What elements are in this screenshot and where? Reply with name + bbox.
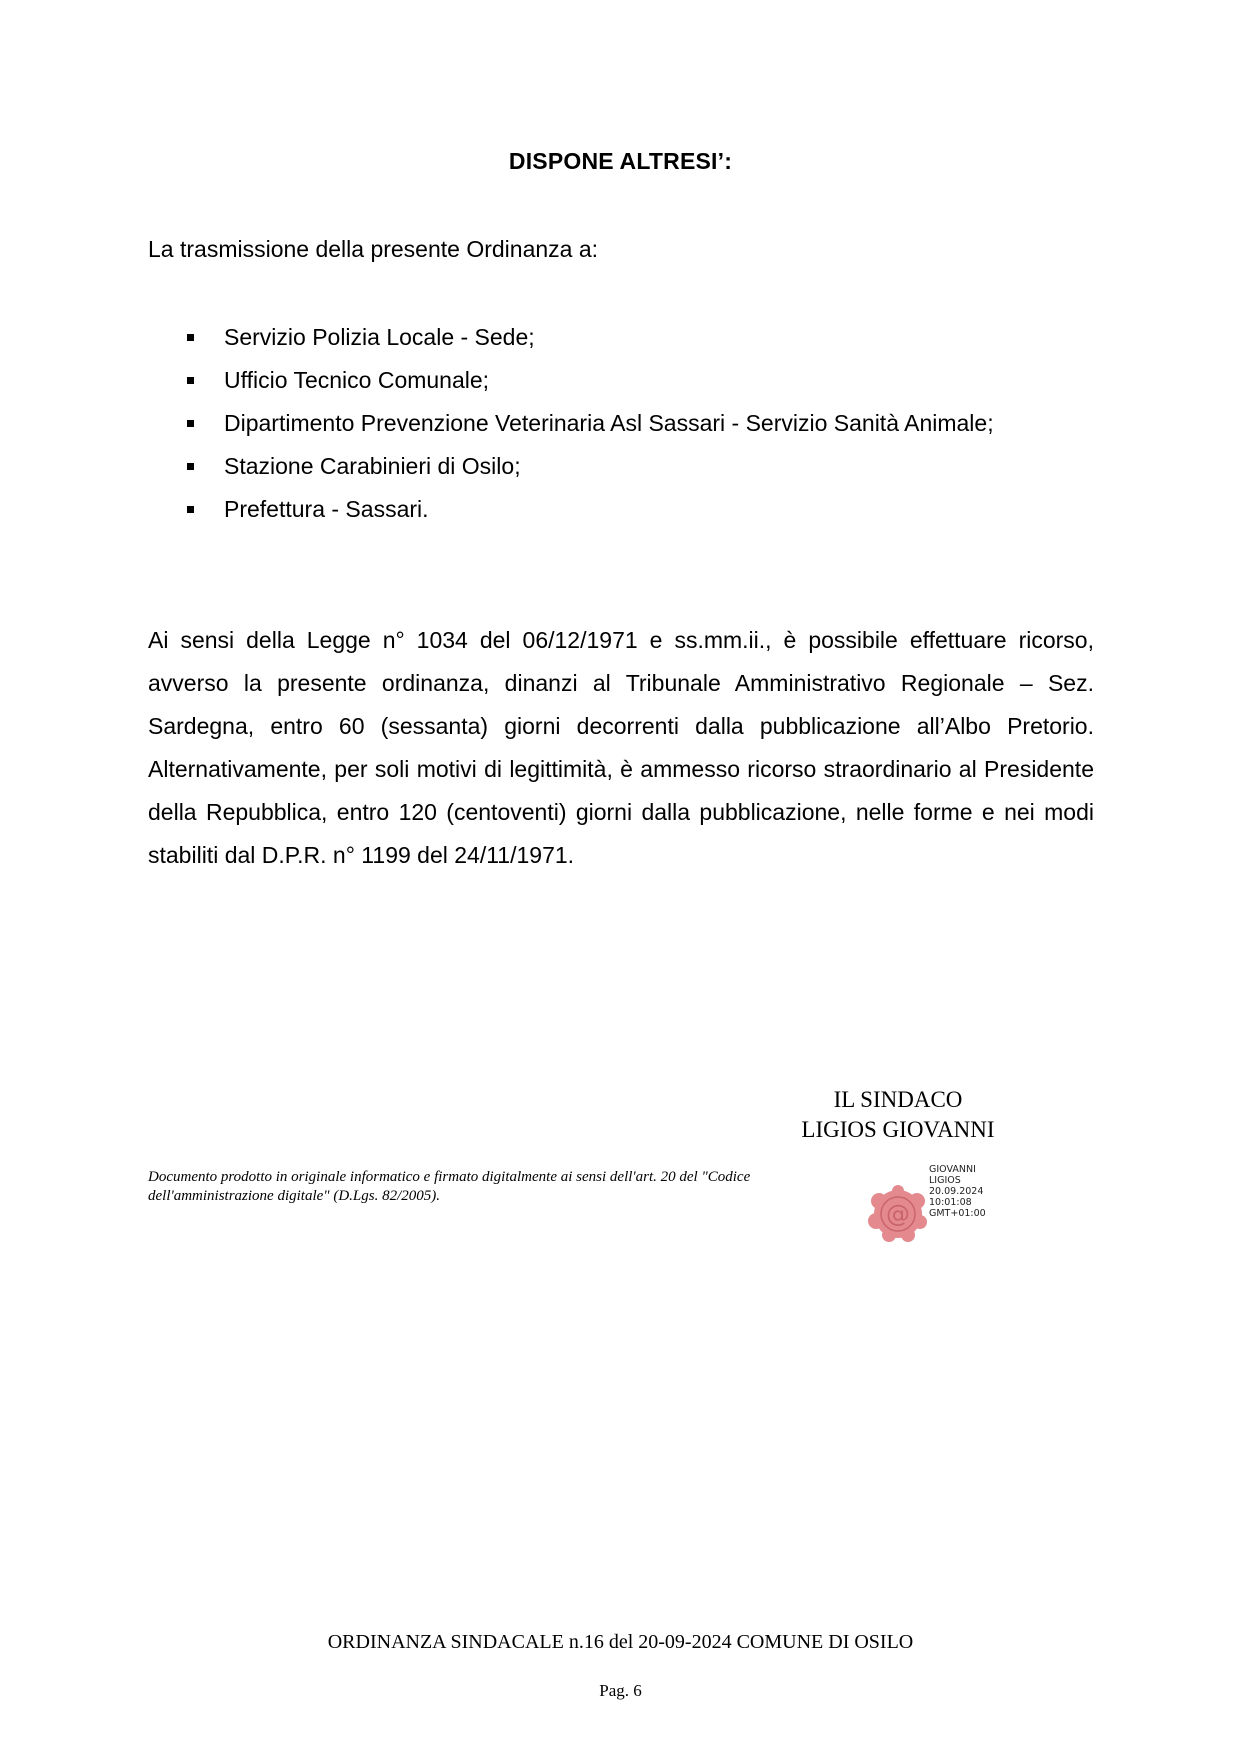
digital-signature-note: Documento prodotto in originale informatico e firmato digitalmente ai sensi dell'art. 20 del "Codice dell'amministrazione digitale" (D.Lgs. 82/2005).: [148, 1169, 751, 1204]
section-heading: DISPONE ALTRESI’:: [508, 148, 733, 174]
recipient-label: Dipartimento Prevenzione Veterinaria Asl Sassari - Servizio Sanità Animale;: [224, 410, 994, 436]
list-item: [148, 445, 994, 488]
square-bullet-icon: [187, 463, 194, 470]
seal-details: [929, 1164, 986, 1219]
seal-line: GIOVANNI: [929, 1164, 976, 1175]
list-item: [148, 316, 994, 359]
page-number: Pag. 6: [599, 1681, 642, 1700]
wax-seal-at-icon: [867, 1185, 929, 1243]
appeal-paragraph: Ai sensi della Legge n° 1034 del 06/12/1971 e ss.mm.ii., è possibile effettuare ricorso, avverso la presente ordinanza, dinanzi al Tribunale Amministrativo Regionale – Sez. Sardegna, entro 60 (sessanta) giorni decorrenti dalla pubblicazione all’Albo Pretorio. Alternativamente, per soli motivi di legittimità, è ammesso ricorso straordinario al Presidente della Repubblica, entro 120 (centoventi) giorni dalla pubblicazione, nelle forme e nei modi stabiliti dal D.P.R. n° 1199 del 24/11/1971.: [148, 627, 1094, 868]
list-item: [148, 359, 994, 402]
recipient-label: Ufficio Tecnico Comunale;: [224, 367, 490, 393]
seal-line: LIGIOS: [929, 1175, 961, 1186]
svg-text:@: @: [886, 1200, 910, 1228]
square-bullet-icon: [187, 420, 194, 427]
seal-line: GMT+01:00: [929, 1208, 986, 1219]
recipient-label: Servizio Polizia Locale - Sede;: [224, 324, 535, 350]
signatory-name: LIGIOS GIOVANNI: [801, 1117, 995, 1142]
signature-block: [728, 1085, 1068, 1145]
list-item: [148, 402, 994, 445]
footer-title: ORDINANZA SINDACALE n.16 del 20-09-2024 COMUNE DI OSILO: [327, 1631, 914, 1653]
list-item: [148, 488, 994, 531]
seal-line: 20.09.2024: [929, 1186, 984, 1197]
recipient-list: [148, 316, 994, 531]
square-bullet-icon: [187, 334, 194, 341]
recipient-label: Prefettura - Sassari.: [224, 496, 429, 522]
square-bullet-icon: [187, 377, 194, 384]
recipient-label: Stazione Carabinieri di Osilo;: [224, 453, 521, 479]
signatory-role: IL SINDACO: [833, 1087, 963, 1112]
intro-text: La trasmissione della presente Ordinanza a:: [148, 236, 599, 262]
square-bullet-icon: [187, 506, 194, 513]
seal-line: 10:01:08: [929, 1197, 972, 1208]
